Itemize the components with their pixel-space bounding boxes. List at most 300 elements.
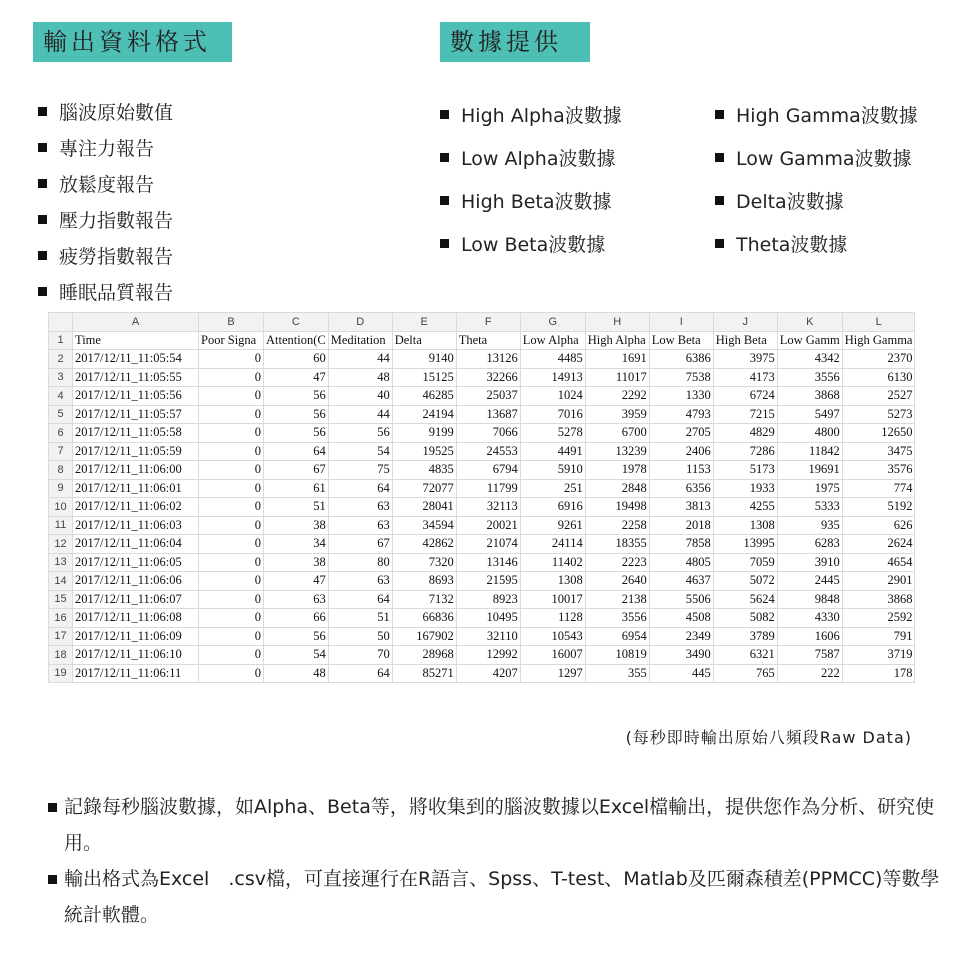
data-cell[interactable]: 2292 [585, 387, 649, 406]
data-cell[interactable]: 6321 [713, 646, 777, 665]
data-cell[interactable]: 64 [328, 590, 392, 609]
data-cell[interactable]: 28041 [392, 498, 456, 517]
data-cell[interactable]: 63 [328, 572, 392, 591]
data-cell[interactable]: 2017/12/11_11:06:04 [73, 535, 199, 554]
data-cell[interactable]: 167902 [392, 627, 456, 646]
row-number[interactable]: 2 [49, 350, 73, 369]
data-cell[interactable]: 5624 [713, 590, 777, 609]
data-cell[interactable]: 2349 [649, 627, 713, 646]
data-cell[interactable]: 10543 [520, 627, 585, 646]
data-cell[interactable]: 1606 [777, 627, 842, 646]
data-cell[interactable]: 44 [328, 405, 392, 424]
data-cell[interactable]: 40 [328, 387, 392, 406]
data-cell[interactable]: 8693 [392, 572, 456, 591]
data-cell[interactable]: 70 [328, 646, 392, 665]
data-cell[interactable]: 72077 [392, 479, 456, 498]
data-cell[interactable]: 3556 [777, 368, 842, 387]
data-cell[interactable]: 3868 [842, 590, 915, 609]
list-item-label: 放鬆度報告 [59, 173, 155, 196]
row-number[interactable]: 17 [49, 627, 73, 646]
data-cell[interactable]: 12992 [456, 646, 520, 665]
table-row [49, 424, 915, 443]
header-cell[interactable]: Delta [392, 331, 456, 350]
data-cell[interactable]: 3576 [842, 461, 915, 480]
data-cell[interactable]: 38 [264, 516, 329, 535]
data-cell[interactable]: 3475 [842, 442, 915, 461]
data-cell[interactable]: 67 [264, 461, 329, 480]
header-cell[interactable]: High Gamma [842, 331, 915, 350]
data-cell[interactable]: 7215 [713, 405, 777, 424]
data-cell[interactable]: 2017/12/11_11:06:10 [73, 646, 199, 665]
data-cell[interactable]: 46285 [392, 387, 456, 406]
data-cell[interactable]: 4805 [649, 553, 713, 572]
data-cell[interactable]: 13239 [585, 442, 649, 461]
table-row [49, 461, 915, 480]
data-cell[interactable]: 48 [328, 368, 392, 387]
data-cell[interactable]: 0 [199, 405, 264, 424]
data-cell[interactable]: 2592 [842, 609, 915, 628]
data-cell[interactable]: 56 [328, 424, 392, 443]
data-cell[interactable]: 251 [520, 479, 585, 498]
header-cell[interactable]: High Alpha [585, 331, 649, 350]
data-cell[interactable]: 6283 [777, 535, 842, 554]
data-cell[interactable]: 28968 [392, 646, 456, 665]
data-cell[interactable]: 0 [199, 609, 264, 628]
list-item [38, 129, 173, 165]
data-cell[interactable]: 9261 [520, 516, 585, 535]
data-cell[interactable]: 5082 [713, 609, 777, 628]
data-cell[interactable]: 63 [328, 516, 392, 535]
black-square-icon [715, 153, 724, 162]
list-item-label: High Alpha波數據 [461, 105, 622, 127]
list-item [38, 201, 173, 237]
data-cell[interactable]: 2527 [842, 387, 915, 406]
description-paragraph-1 [44, 789, 944, 861]
data-cell[interactable]: 34 [264, 535, 329, 554]
data-cell[interactable]: 0 [199, 664, 264, 683]
data-cell[interactable]: 63 [264, 590, 329, 609]
data-cell[interactable]: 2017/12/11_11:06:00 [73, 461, 199, 480]
data-cell[interactable]: 7320 [392, 553, 456, 572]
data-cell[interactable]: 6700 [585, 424, 649, 443]
column-letter[interactable]: G [520, 313, 585, 332]
row-number[interactable]: 13 [49, 553, 73, 572]
data-cell[interactable]: 25037 [456, 387, 520, 406]
data-cell[interactable]: 1153 [649, 461, 713, 480]
data-cell[interactable]: 2370 [842, 350, 915, 369]
data-cell[interactable]: 4793 [649, 405, 713, 424]
data-cell[interactable]: 56 [264, 424, 329, 443]
data-cell[interactable]: 13995 [713, 535, 777, 554]
data-cell[interactable]: 1128 [520, 609, 585, 628]
data-cell[interactable]: 16007 [520, 646, 585, 665]
data-cell[interactable]: 7538 [649, 368, 713, 387]
data-cell[interactable]: 3719 [842, 646, 915, 665]
row-number[interactable]: 16 [49, 609, 73, 628]
data-cell[interactable]: 6954 [585, 627, 649, 646]
table-row [49, 387, 915, 406]
data-cell[interactable]: 4173 [713, 368, 777, 387]
data-cell[interactable]: 4829 [713, 424, 777, 443]
data-cell[interactable]: 355 [585, 664, 649, 683]
data-cell[interactable]: 2017/12/11_11:06:02 [73, 498, 199, 517]
data-cell[interactable]: 4207 [456, 664, 520, 683]
data-cell[interactable]: 9848 [777, 590, 842, 609]
row-number[interactable]: 18 [49, 646, 73, 665]
data-cell[interactable]: 48 [264, 664, 329, 683]
data-cell[interactable]: 13126 [456, 350, 520, 369]
list-item-label: Low Gamma波數據 [736, 148, 912, 170]
data-cell[interactable]: 63 [328, 498, 392, 517]
data-cell[interactable]: 13146 [456, 553, 520, 572]
data-cell[interactable]: 0 [199, 627, 264, 646]
data-cell[interactable]: 42862 [392, 535, 456, 554]
table-row [49, 350, 915, 369]
output-format-header: 輸出資料格式 [33, 22, 232, 62]
column-letter[interactable]: A [73, 313, 199, 332]
data-cell[interactable]: 7587 [777, 646, 842, 665]
data-cell[interactable]: 0 [199, 387, 264, 406]
row-number[interactable]: 3 [49, 368, 73, 387]
row-number[interactable]: 5 [49, 405, 73, 424]
data-cell[interactable]: 19525 [392, 442, 456, 461]
table-row [49, 368, 915, 387]
table-row [49, 627, 915, 646]
data-cell[interactable]: 7286 [713, 442, 777, 461]
data-cell[interactable]: 50 [328, 627, 392, 646]
data-cell[interactable]: 4637 [649, 572, 713, 591]
data-cell[interactable]: 0 [199, 368, 264, 387]
data-provided-header: 數據提供 [440, 22, 590, 62]
row-number[interactable]: 11 [49, 516, 73, 535]
data-cell[interactable]: 2017/12/11_11:05:56 [73, 387, 199, 406]
data-cell[interactable]: 4342 [777, 350, 842, 369]
row-number[interactable]: 19 [49, 664, 73, 683]
data-cell[interactable]: 5333 [777, 498, 842, 517]
data-cell[interactable]: 2017/12/11_11:05:58 [73, 424, 199, 443]
column-letter[interactable]: D [328, 313, 392, 332]
data-cell[interactable]: 24194 [392, 405, 456, 424]
data-cell[interactable]: 2258 [585, 516, 649, 535]
data-cell[interactable]: 178 [842, 664, 915, 683]
data-cell[interactable]: 0 [199, 553, 264, 572]
data-cell[interactable]: 19498 [585, 498, 649, 517]
data-cell[interactable]: 5273 [842, 405, 915, 424]
list-item [440, 93, 622, 136]
header-cell[interactable]: Theta [456, 331, 520, 350]
header-cell[interactable]: Low Beta [649, 331, 713, 350]
list-item [715, 222, 918, 265]
description-paragraph-2 [44, 861, 944, 933]
data-cell[interactable]: 1975 [777, 479, 842, 498]
data-cell[interactable]: 445 [649, 664, 713, 683]
data-cell[interactable]: 2017/12/11_11:06:03 [73, 516, 199, 535]
data-cell[interactable]: 0 [199, 535, 264, 554]
data-cell[interactable]: 0 [199, 442, 264, 461]
data-cell[interactable]: 1308 [520, 572, 585, 591]
data-cell[interactable]: 54 [264, 646, 329, 665]
data-cell[interactable]: 6386 [649, 350, 713, 369]
data-cell[interactable]: 47 [264, 572, 329, 591]
data-cell[interactable]: 5506 [649, 590, 713, 609]
column-letter[interactable]: F [456, 313, 520, 332]
data-cell[interactable]: 2017/12/11_11:05:57 [73, 405, 199, 424]
data-cell[interactable]: 21074 [456, 535, 520, 554]
header-cell[interactable]: Low Gamm [777, 331, 842, 350]
header-cell[interactable]: Time [73, 331, 199, 350]
data-cell[interactable]: 8923 [456, 590, 520, 609]
data-cell[interactable]: 21595 [456, 572, 520, 591]
data-cell[interactable]: 4255 [713, 498, 777, 517]
table-row [49, 516, 915, 535]
column-letter[interactable]: L [842, 313, 915, 332]
column-letter[interactable]: J [713, 313, 777, 332]
black-square-icon [715, 110, 724, 119]
data-cell[interactable]: 75 [328, 461, 392, 480]
row-number[interactable]: 9 [49, 479, 73, 498]
row-number[interactable]: 12 [49, 535, 73, 554]
data-cell[interactable]: 2705 [649, 424, 713, 443]
data-cell[interactable]: 2624 [842, 535, 915, 554]
list-item-label: 腦波原始數值 [59, 101, 174, 124]
list-item [38, 93, 173, 129]
data-cell[interactable]: 14913 [520, 368, 585, 387]
row-number[interactable]: 1 [49, 331, 73, 350]
row-number[interactable]: 4 [49, 387, 73, 406]
data-cell[interactable]: 4800 [777, 424, 842, 443]
data-cell[interactable]: 0 [199, 516, 264, 535]
data-cell[interactable]: 51 [264, 498, 329, 517]
paragraph-text: 記錄每秒腦波數據，如Alpha、Beta等，將收集到的腦波數據以Excel檔輸出，提供您作為分析、研究使用。 [64, 796, 935, 854]
data-cell[interactable]: 61 [264, 479, 329, 498]
data-cell[interactable]: 2138 [585, 590, 649, 609]
data-cell[interactable]: 66836 [392, 609, 456, 628]
data-cell[interactable]: 19691 [777, 461, 842, 480]
data-cell[interactable]: 3813 [649, 498, 713, 517]
row-number[interactable]: 15 [49, 590, 73, 609]
data-cell[interactable]: 9199 [392, 424, 456, 443]
data-cell[interactable]: 1297 [520, 664, 585, 683]
row-number[interactable]: 14 [49, 572, 73, 591]
data-cell[interactable]: 2017/12/11_11:06:08 [73, 609, 199, 628]
data-cell[interactable]: 11402 [520, 553, 585, 572]
data-cell[interactable]: 10495 [456, 609, 520, 628]
data-cell[interactable]: 2017/12/11_11:05:55 [73, 368, 199, 387]
data-cell[interactable]: 0 [199, 350, 264, 369]
data-cell[interactable]: 56 [264, 387, 329, 406]
data-cell[interactable]: 0 [199, 461, 264, 480]
data-cell[interactable]: 6794 [456, 461, 520, 480]
data-cell[interactable]: 44 [328, 350, 392, 369]
data-cell[interactable]: 12650 [842, 424, 915, 443]
data-cell[interactable]: 54 [328, 442, 392, 461]
data-cell[interactable]: 85271 [392, 664, 456, 683]
data-cell[interactable]: 2017/12/11_11:06:09 [73, 627, 199, 646]
data-cell[interactable]: 7132 [392, 590, 456, 609]
data-cell[interactable]: 4835 [392, 461, 456, 480]
black-square-icon [38, 107, 47, 116]
data-cell[interactable]: 2848 [585, 479, 649, 498]
data-cell[interactable]: 3490 [649, 646, 713, 665]
data-cell[interactable]: 11017 [585, 368, 649, 387]
data-cell[interactable]: 2018 [649, 516, 713, 535]
data-cell[interactable]: 4654 [842, 553, 915, 572]
data-cell[interactable]: 64 [328, 664, 392, 683]
data-cell[interactable]: 222 [777, 664, 842, 683]
wave-list-alpha-beta [440, 93, 622, 265]
data-cell[interactable]: 3959 [585, 405, 649, 424]
data-cell[interactable]: 1330 [649, 387, 713, 406]
data-cell[interactable]: 1978 [585, 461, 649, 480]
data-cell[interactable]: 2017/12/11_11:05:54 [73, 350, 199, 369]
data-cell[interactable]: 66 [264, 609, 329, 628]
data-cell[interactable]: 3975 [713, 350, 777, 369]
data-cell[interactable]: 3556 [585, 609, 649, 628]
data-cell[interactable]: 791 [842, 627, 915, 646]
data-cell[interactable]: 7066 [456, 424, 520, 443]
data-cell[interactable]: 51 [328, 609, 392, 628]
data-cell[interactable]: 2223 [585, 553, 649, 572]
data-cell[interactable]: 3910 [777, 553, 842, 572]
data-cell[interactable]: 1308 [713, 516, 777, 535]
data-cell[interactable]: 0 [199, 479, 264, 498]
data-cell[interactable]: 10017 [520, 590, 585, 609]
data-cell[interactable]: 2017/12/11_11:06:11 [73, 664, 199, 683]
data-cell[interactable]: 5497 [777, 405, 842, 424]
list-item-label: Theta波數據 [736, 234, 848, 256]
data-cell[interactable]: 15125 [392, 368, 456, 387]
list-item [440, 179, 622, 222]
data-cell[interactable]: 765 [713, 664, 777, 683]
select-all-corner[interactable] [49, 313, 73, 332]
header-cell[interactable]: Low Alpha [520, 331, 585, 350]
data-cell[interactable]: 4330 [777, 609, 842, 628]
data-cell[interactable]: 11842 [777, 442, 842, 461]
row-number[interactable]: 6 [49, 424, 73, 443]
data-cell[interactable]: 3868 [777, 387, 842, 406]
data-cell[interactable]: 1691 [585, 350, 649, 369]
data-cell[interactable]: 5910 [520, 461, 585, 480]
data-cell[interactable]: 20021 [456, 516, 520, 535]
data-cell[interactable]: 24553 [456, 442, 520, 461]
table-row [49, 664, 915, 683]
data-cell[interactable]: 80 [328, 553, 392, 572]
data-cell[interactable]: 13687 [456, 405, 520, 424]
data-cell[interactable]: 6916 [520, 498, 585, 517]
data-cell[interactable]: 0 [199, 646, 264, 665]
column-letter[interactable]: C [264, 313, 329, 332]
data-cell[interactable]: 5192 [842, 498, 915, 517]
header-cell[interactable]: High Beta [713, 331, 777, 350]
black-square-icon [440, 110, 449, 119]
header-cell[interactable]: Attention(C [264, 331, 329, 350]
data-cell[interactable]: 6724 [713, 387, 777, 406]
list-item [38, 273, 173, 309]
header-cell[interactable]: Meditation [328, 331, 392, 350]
data-cell[interactable]: 4508 [649, 609, 713, 628]
table-row [49, 442, 915, 461]
data-cell[interactable]: 2017/12/11_11:06:07 [73, 590, 199, 609]
data-cell[interactable]: 0 [199, 572, 264, 591]
data-cell[interactable]: 7016 [520, 405, 585, 424]
data-cell[interactable]: 5278 [520, 424, 585, 443]
data-cell[interactable]: 2445 [777, 572, 842, 591]
data-cell[interactable]: 2406 [649, 442, 713, 461]
list-item-label: Delta波數據 [736, 191, 844, 213]
data-cell[interactable]: 2017/12/11_11:05:59 [73, 442, 199, 461]
data-cell[interactable]: 774 [842, 479, 915, 498]
data-cell[interactable]: 4491 [520, 442, 585, 461]
data-cell[interactable]: 0 [199, 590, 264, 609]
column-letter[interactable]: K [777, 313, 842, 332]
column-letter[interactable]: I [649, 313, 713, 332]
data-cell[interactable]: 7059 [713, 553, 777, 572]
data-cell[interactable]: 56 [264, 627, 329, 646]
data-cell[interactable]: 1024 [520, 387, 585, 406]
data-cell[interactable]: 935 [777, 516, 842, 535]
data-cell[interactable]: 6356 [649, 479, 713, 498]
data-cell[interactable]: 2017/12/11_11:06:06 [73, 572, 199, 591]
black-square-icon [48, 875, 57, 884]
data-cell[interactable]: 6130 [842, 368, 915, 387]
data-cell[interactable]: 1933 [713, 479, 777, 498]
header-cell[interactable]: Poor Signa [199, 331, 264, 350]
data-cell[interactable]: 0 [199, 498, 264, 517]
data-cell[interactable]: 38 [264, 553, 329, 572]
data-cell[interactable]: 2640 [585, 572, 649, 591]
row-number[interactable]: 7 [49, 442, 73, 461]
data-cell[interactable]: 18355 [585, 535, 649, 554]
data-cell[interactable]: 34594 [392, 516, 456, 535]
data-cell[interactable]: 3789 [713, 627, 777, 646]
black-square-icon [38, 251, 47, 260]
wave-list-gamma-delta-theta [715, 93, 918, 265]
data-cell[interactable]: 2017/12/11_11:06:01 [73, 479, 199, 498]
list-item [715, 179, 918, 222]
column-letter[interactable]: H [585, 313, 649, 332]
data-cell[interactable]: 0 [199, 424, 264, 443]
data-cell[interactable]: 32113 [456, 498, 520, 517]
row-number[interactable]: 8 [49, 461, 73, 480]
data-cell[interactable]: 2901 [842, 572, 915, 591]
data-cell[interactable]: 67 [328, 535, 392, 554]
data-cell[interactable]: 11799 [456, 479, 520, 498]
data-cell[interactable]: 5173 [713, 461, 777, 480]
list-item [38, 165, 173, 201]
data-cell[interactable]: 4485 [520, 350, 585, 369]
data-cell[interactable]: 2017/12/11_11:06:05 [73, 553, 199, 572]
row-number[interactable]: 10 [49, 498, 73, 517]
data-cell[interactable]: 626 [842, 516, 915, 535]
data-cell[interactable]: 5072 [713, 572, 777, 591]
table-row [49, 553, 915, 572]
column-letter[interactable]: B [199, 313, 264, 332]
data-cell[interactable]: 64 [328, 479, 392, 498]
data-cell[interactable]: 47 [264, 368, 329, 387]
data-cell[interactable]: 56 [264, 405, 329, 424]
data-cell[interactable]: 10819 [585, 646, 649, 665]
data-cell[interactable]: 32110 [456, 627, 520, 646]
data-cell[interactable]: 9140 [392, 350, 456, 369]
data-cell[interactable]: 7858 [649, 535, 713, 554]
table-caption: (每秒即時輸出原始八頻段Raw Data) [625, 728, 912, 747]
data-cell[interactable]: 32266 [456, 368, 520, 387]
data-cell[interactable]: 24114 [520, 535, 585, 554]
column-letter[interactable]: E [392, 313, 456, 332]
table-row [49, 535, 915, 554]
data-cell[interactable]: 64 [264, 442, 329, 461]
data-cell[interactable]: 60 [264, 350, 329, 369]
